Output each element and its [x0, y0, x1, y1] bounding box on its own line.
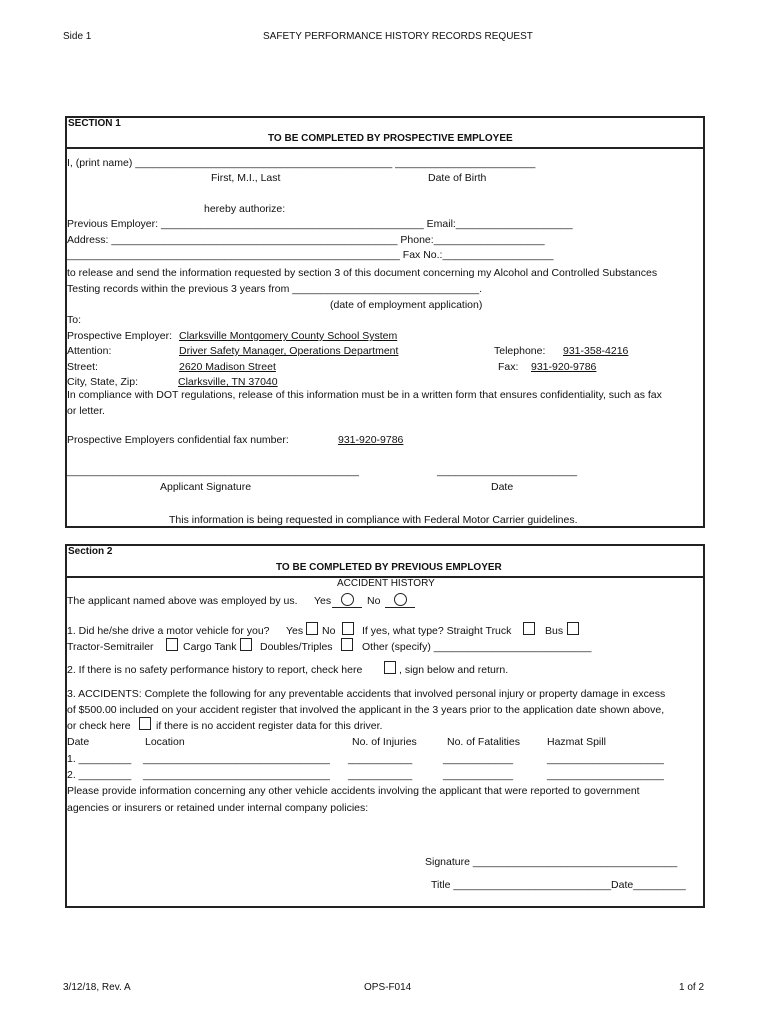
q1-no-label: No [322, 625, 336, 637]
signature-caption: Applicant Signature [160, 481, 252, 493]
section2-label: Section 2 [68, 546, 113, 557]
bus-checkbox[interactable] [567, 622, 579, 635]
col-fatalities: No. of Fatalities [447, 736, 520, 748]
accident-history-title: ACCIDENT HISTORY [337, 578, 435, 589]
prospective-employer-label: Prospective Employer: [67, 330, 173, 342]
employed-text: The applicant named above was employed by us. [67, 595, 298, 607]
q3-text-2: of $500.00 included on your accident register that involved the applicant in the 3 years prior to the application date shown above, [67, 704, 665, 716]
side-label: Side 1 [63, 31, 92, 42]
fax-field[interactable]: _________________________________________________________ Fax No.:___________________ [67, 249, 554, 261]
section1-heading: TO BE COMPLETED BY PROSPECTIVE EMPLOYEE [268, 133, 513, 144]
row1-injuries[interactable]: ___________ [348, 753, 413, 765]
address-field[interactable]: Address: _________________________________________________ Phone:___________________ [67, 234, 545, 246]
q1-yes-label: Yes [286, 625, 304, 637]
confidential-fax-label: Prospective Employers confidential fax number: [67, 434, 289, 446]
street-label: Street: [67, 361, 98, 373]
row2-hazmat[interactable]: ____________________ [547, 769, 664, 781]
employed-yes-underline [332, 607, 362, 608]
compliance-text-2: or letter. [67, 405, 105, 417]
employed-no-radio[interactable] [394, 593, 407, 606]
col-injuries: No. of Injuries [352, 736, 417, 748]
employed-yes-radio[interactable] [341, 593, 354, 606]
form-number: OPS-F014 [364, 982, 412, 993]
row1-fatalities[interactable]: ____________ [443, 753, 514, 765]
attention-label: Attention: [67, 345, 112, 357]
name-caption: First, M.I., Last [211, 172, 281, 184]
page-number: 1 of 2 [679, 982, 705, 993]
release-text-2[interactable]: Testing records within the previous 3 years from ________________________________. [67, 283, 483, 295]
to-label: To: [67, 314, 82, 326]
other-accidents-text-1: Please provide information concerning any other vehicle accidents involving the applicant that were reported to government [67, 785, 640, 797]
city-value: Clarksville, TN 37040 [178, 376, 278, 388]
date-caption: Date [491, 481, 514, 493]
col-location: Location [145, 736, 185, 748]
row1-date[interactable]: 1. _________ [67, 753, 132, 765]
section2-heading: TO BE COMPLETED BY PREVIOUS EMPLOYER [276, 562, 502, 573]
row2-location[interactable]: ________________________________ [143, 769, 330, 781]
row2-injuries[interactable]: ___________ [348, 769, 413, 781]
prospective-employer-value: Clarksville Montgomery County School System [179, 330, 398, 342]
cargo-tank-checkbox[interactable] [240, 638, 252, 651]
print-name-field[interactable]: I, (print name) ____________________________________________ ________________________ [67, 157, 536, 169]
street-value: 2620 Madison Street [179, 361, 276, 373]
no-history-checkbox[interactable] [384, 661, 396, 674]
q2-text: 2. If there is no safety performance history to report, check here [67, 664, 363, 676]
straight-truck-checkbox[interactable] [523, 622, 535, 635]
fax-value: 931-920-9786 [531, 361, 597, 373]
row2-fatalities[interactable]: ____________ [443, 769, 514, 781]
cargo-tank-label: Cargo Tank [183, 641, 237, 653]
city-label: City, State, Zip: [67, 376, 138, 388]
no-register-checkbox[interactable] [139, 717, 151, 730]
other-field[interactable]: Other (specify) ___________________________ [362, 641, 592, 653]
q1-text: 1. Did he/she drive a motor vehicle for you? [67, 625, 270, 637]
telephone-label: Telephone: [494, 345, 546, 357]
confidential-fax-value: 931-920-9786 [338, 434, 404, 446]
q1-type-text: If yes, what type? Straight Truck [362, 625, 512, 637]
col-date: Date [67, 736, 90, 748]
tractor-label: Tractor-Semitrailer [67, 641, 154, 653]
row1-hazmat[interactable]: ____________________ [547, 753, 664, 765]
applicant-date-field[interactable]: ________________________ [437, 465, 578, 477]
other-accidents-text-2: agencies or insurers or retained under internal company policies: [67, 802, 369, 814]
q3-text-3a: or check here [67, 720, 131, 732]
employed-no-underline [385, 607, 415, 608]
doubles-checkbox[interactable] [341, 638, 353, 651]
fmcsa-note: This information is being requested in compliance with Federal Motor Carrier guidelines. [169, 514, 578, 526]
q1-no-checkbox[interactable] [342, 622, 354, 635]
employed-yes-label: Yes [314, 595, 332, 607]
compliance-text-1: In compliance with DOT regulations, release of this information must be in a written form that ensures confidentiality, such as fax [67, 389, 662, 401]
revision-label: 3/12/18, Rev. A [63, 982, 131, 993]
doubles-label: Doubles/Triples [260, 641, 333, 653]
col-hazmat: Hazmat Spill [547, 736, 606, 748]
row1-location[interactable]: ________________________________ [143, 753, 330, 765]
applicant-signature-field[interactable]: __________________________________________________ [67, 465, 359, 477]
form-title: SAFETY PERFORMANCE HISTORY RECORDS REQUEST [263, 31, 533, 42]
release-text-1: to release and send the information requested by section 3 of this document concerning my Alcohol and Controlled Substances [67, 267, 658, 279]
bus-label: Bus [545, 625, 564, 637]
employer-title-date-field[interactable]: Title ___________________________Date_________ [431, 879, 686, 891]
q1-yes-checkbox[interactable] [306, 622, 318, 635]
section1-label: SECTION 1 [68, 118, 121, 129]
previous-employer-field[interactable]: Previous Employer: _____________________________________________ Email:____________________ [67, 218, 573, 230]
authorize-text: hereby authorize: [204, 203, 286, 215]
section1-divider [65, 147, 705, 149]
q3-text-3b: if there is no accident register data for this driver. [156, 720, 383, 732]
q2-text-end: , sign below and return. [399, 664, 509, 676]
telephone-value: 931-358-4216 [563, 345, 629, 357]
app-date-caption: (date of employment application) [330, 299, 483, 311]
dob-caption: Date of Birth [428, 172, 487, 184]
employed-no-label: No [367, 595, 381, 607]
q3-text-1: 3. ACCIDENTS: Complete the following for any preventable accidents that involved personal injury or property damage in excess [67, 688, 666, 700]
tractor-checkbox[interactable] [166, 638, 178, 651]
row2-date[interactable]: 2. _________ [67, 769, 132, 781]
fax-label: Fax: [498, 361, 519, 373]
attention-value: Driver Safety Manager, Operations Department [179, 345, 399, 357]
employer-signature-field[interactable]: Signature ___________________________________ [425, 856, 678, 868]
